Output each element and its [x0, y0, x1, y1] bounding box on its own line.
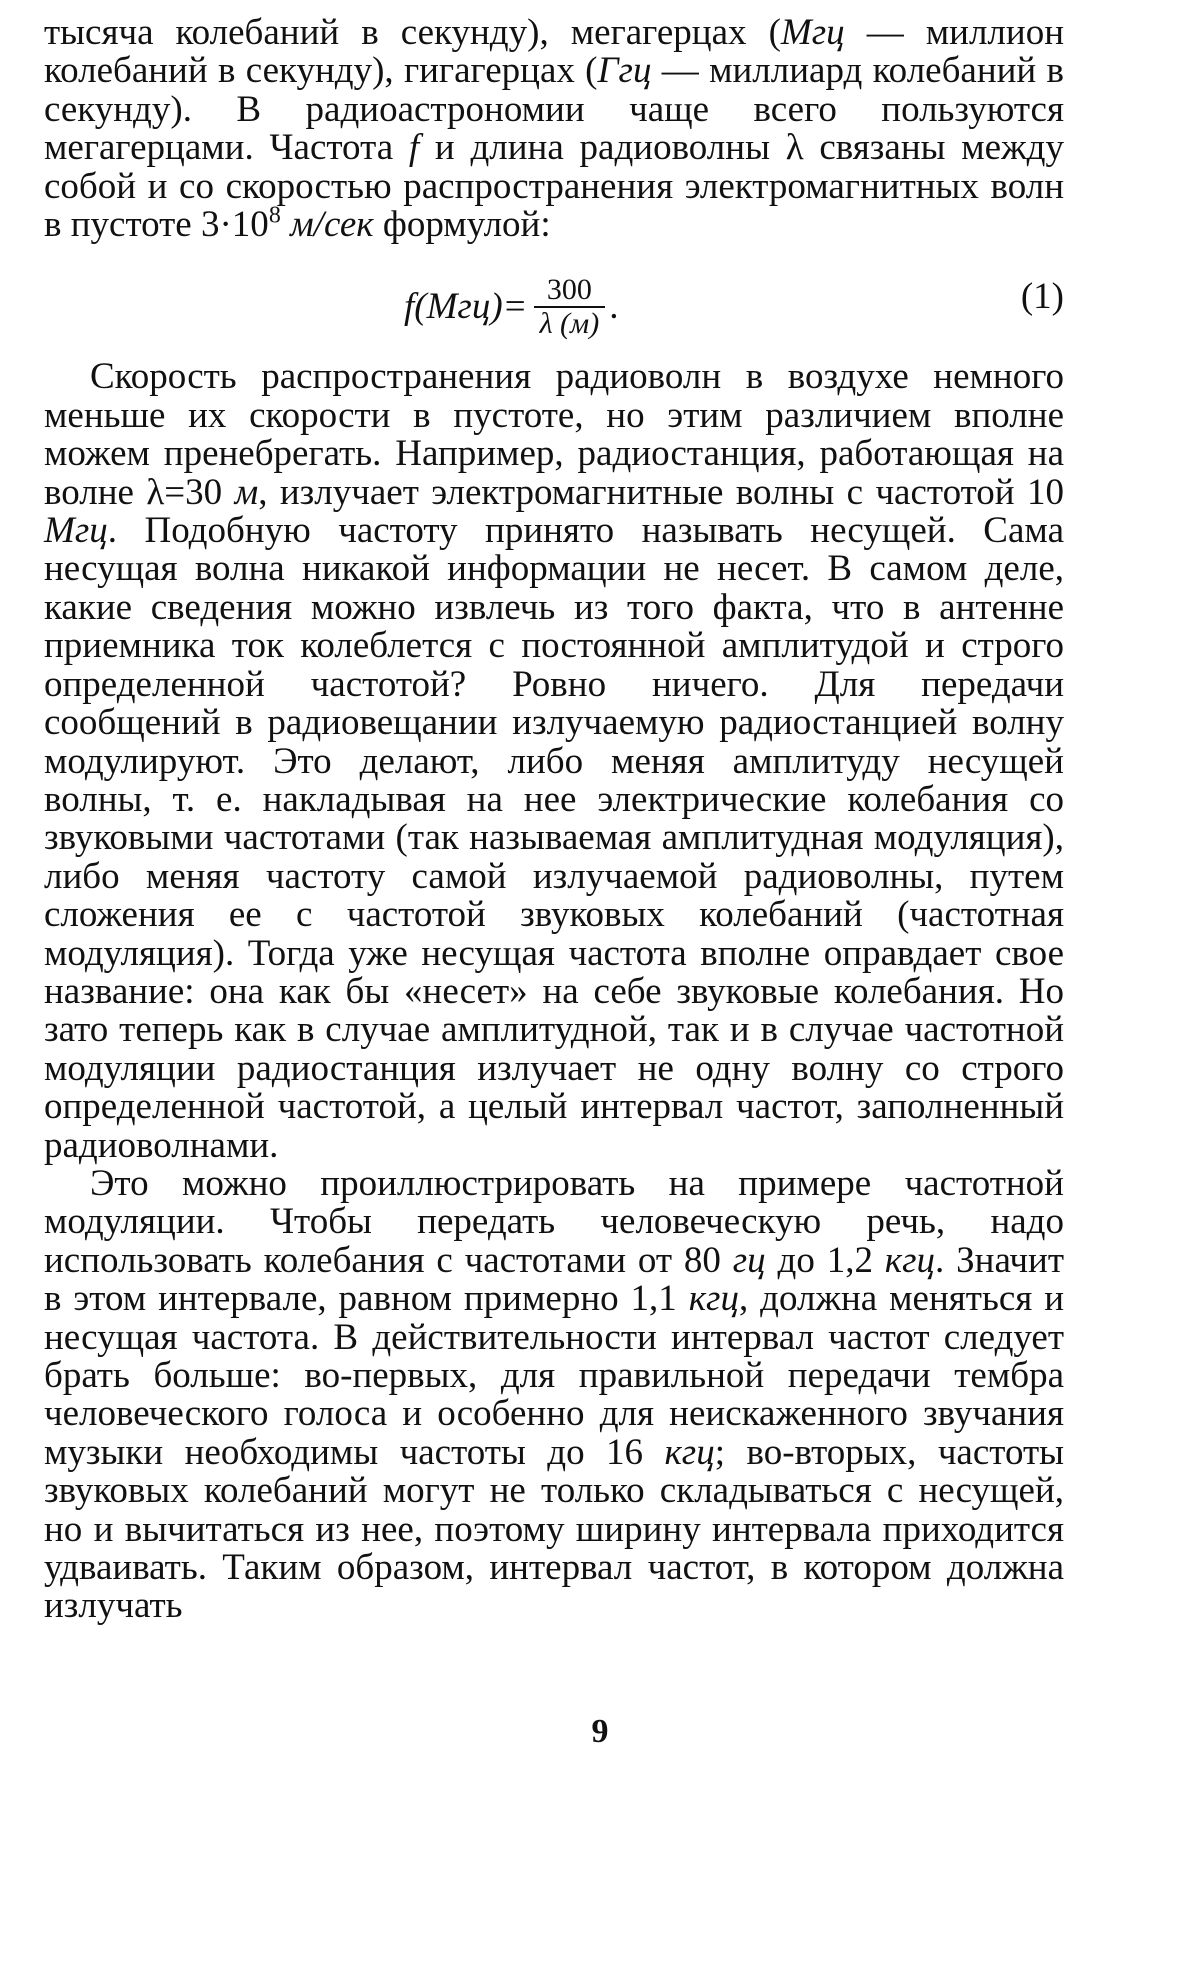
unit-megahertz: Мгц: [780, 12, 845, 53]
formula-fraction: [534, 274, 606, 340]
symbol-frequency: f: [408, 127, 420, 169]
formula-numerator: 300: [546, 273, 592, 307]
unit-megahertz: Мгц: [44, 510, 108, 552]
formula-f: f: [404, 286, 415, 328]
exponent: 8: [268, 202, 281, 229]
page-number: 9: [591, 1713, 609, 1750]
paragraph-carrier-wave: Скорость распространения радиоволн в воздухе немного меньше их скорости в пустоте, но этим различием вполне можем пренебрегать. Например, радиостанция, работающая на волне λ=30 м, излучает электромагнитные волны с частотой 10 Мгц. Подобную частоту принято называть несущей. Сама несущая волна никакой информации не несет. В самом деле, какие сведения можно извлечь из того факта, что в антенне приемника ток колеблется с постоянной амплитудой и строго определенной частотой? Ровно ничего. Для передачи сообщений в радиовещании излучаемую радиостанцией волну модулируют. Это делают, либо меняя амплитуду несущей волны, т. е. накладывая на нее электрические колебания со звуковыми частотами (так называемая амплитудная модуляция), либо меняя частоту самой излучаемой радиоволны, путем сложения ее с частотой звуковых колебаний (частотная модуляция). Тогда уже несущая частота вполне оправдает свое название: она как бы «несет» на себе звуковые колебания. Но зато теперь как в случае амплитудной, так и в случае частотной модуляции радиостанция излучает не одну волну со строго определенной частотой, а целый интервал частот, заполненный радиоволнами.: [44, 356, 1064, 1166]
unit-hertz: гц: [732, 1239, 766, 1281]
book-page-text: [44, 14, 1064, 1626]
formula-denominator: λ (м): [539, 307, 600, 341]
unit-meter: м: [234, 471, 259, 513]
equation-number: (1): [1020, 276, 1064, 318]
paragraph-frequency-modulation: Это можно проиллюстрировать на примере частотной модуляции. Чтобы передать человеческую речь, надо использовать колебания с частотами от 80 гц до 1,2 кгц. Значит в этом интервале, равном примерно 1,1 кгц, должна меняться и несущая частота. В действительности интервал частот следует брать больше: во-первых, для правильной передачи тембра человеческого голоса и особенно для неискаженного звучания музыки необходимы частоты до 16 кгц; во-вторых, частоты звуковых колебаний могут не только складываться с несущей, но и вычитаться из нее, поэтому ширину интервала приходится удваивать. Таким образом, интервал частот, в котором должна излучать: [44, 1162, 1065, 1627]
unit-kilohertz: кгц: [664, 1431, 715, 1473]
unit-gigahertz: Ггц: [597, 50, 652, 92]
formula-lhs-unit: (Мгц): [414, 286, 503, 328]
formula-trailing-dot: .: [609, 286, 619, 328]
paragraph-continuation: тысяча колебаний в секунду), мегагерцах (Мгц — миллион колебаний в секунду), гигагерцах (Ггц — миллиард колебаний в секунду). В радиоастрономии чаще всего пользуются мегагерцами. Частота f и длина радиоволны λ связаны между собой и со скоростью распространения электромагнитных волн в пустоте $3\cdot 10^8$ м/сек формулой:: [44, 12, 1064, 246]
unit-kilohertz: кгц: [688, 1278, 739, 1320]
formula-equals: =: [504, 286, 526, 328]
formula-block: [44, 250, 1064, 354]
formula-frequency-wavelength: [404, 274, 618, 340]
unit-speed: м/сек: [290, 204, 374, 246]
unit-kilohertz: кгц: [884, 1239, 936, 1281]
